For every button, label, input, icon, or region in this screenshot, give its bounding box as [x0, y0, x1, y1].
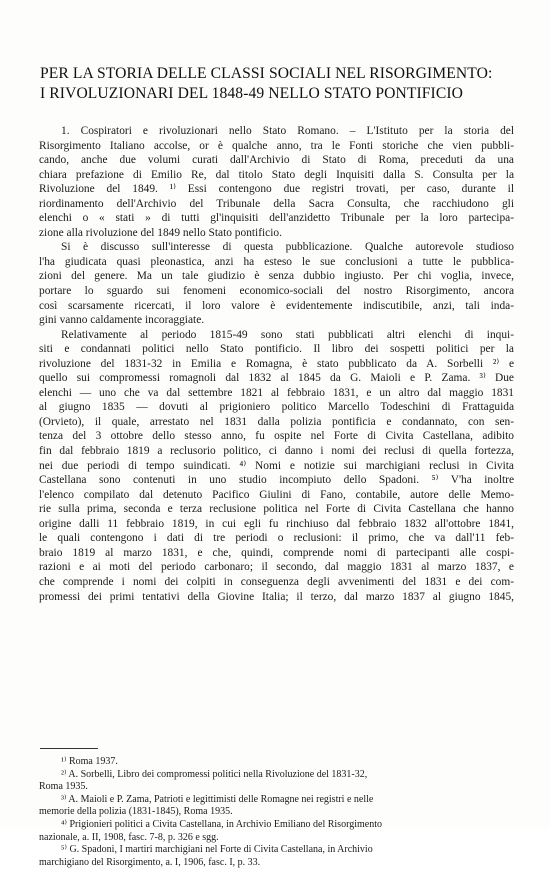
body-line: che comprende i nomi dei colpiti in conseguenza degli avvenimenti del 1831 e dei com- [39, 575, 514, 588]
footnote-divider [40, 748, 98, 749]
body-line: Si è discusso sull'interesse di questa pubblicazione. Qualche autorevole studioso [61, 241, 514, 254]
body-line: siti e condannati politici nello Stato pontificio. Il libro dei sospetti politici per la [39, 343, 514, 356]
body-line: Relativamente al periodo 1815-49 sono stati pubblicati altri elenchi di inqui- [61, 328, 514, 341]
body-line: origine dalli 11 febbraio 1819, in cui egli fu rinchiuso dal febbraio 1832 all'ottobre 1841, [39, 517, 514, 530]
footnote-line: ³⁾ A. Maioli e P. Zama, Patrioti e legittimisti delle Romagne nei registri e nelle [61, 793, 374, 805]
body-line: Risorgimento Italiano accolse, or è qualche anno, tra le Fonti storiche che vien pubbli- [39, 139, 514, 152]
body-line: zione alla rivoluzione del 1849 nello Stato pontificio. [39, 226, 282, 239]
title-line-2: I RIVOLUZIONARI DEL 1848-49 NELLO STATO PONTIFICIO [40, 85, 464, 102]
body-line: fin dal febbraio 1819 a reclusorio politico, ci danno i nomi dei reclusi di quella fortezza, [39, 445, 514, 458]
footnote-line: ⁵⁾ G. Spadoni, I martiri marchigiani nel Forte di Civita Castellana, in Archivio [61, 844, 373, 856]
body-line: tenza del 3 ottobre dello stesso anno, fu ospite nel Forte di Civita Castellana, adibito [39, 430, 514, 443]
body-line: nei due periodi di tempo suindicati. ⁴⁾ Nomi e notizie sui marchigiani reclusi in Civita [39, 459, 514, 472]
body-line: così scarsamente ricercati, il loro valore è evidentemente indiscutibile, anzi, tali inda- [39, 299, 514, 312]
footnote-line: ⁴⁾ Prigionieri politici a Civita Castellana, in Archivio Emiliano del Risorgimento [61, 818, 382, 830]
body-line: rie sulla prima, seconda e terza reclusione politica nel Forte di Civita Castellana che hanno [39, 503, 514, 516]
body-line: Castellana sono contenuti in uno studio incompiuto dello Spadoni. ⁵⁾ V'ha inoltre [39, 474, 514, 487]
body-line: chiara prefazione di Emilio Re, dal titolo Stato degli Inquisiti dalla S. Consulta per la [39, 168, 514, 181]
footnote-line: Roma 1935. [39, 781, 88, 793]
body-line: razioni e ai moti del periodo carbonaro; il secondo, dal maggio 1831 al marzo 1837, e [39, 561, 514, 574]
article-title [40, 64, 520, 104]
footnotes [39, 756, 514, 869]
body-line: l'ha giudicata quasi pleonastica, anzi ha esteso le sue conclusioni a tutte le pubblica- [39, 255, 514, 268]
body-line: rivoluzione del 1831-32 in Emilia e Romagna, è stato pubblicato da A. Sorbelli ²⁾ e [39, 357, 514, 370]
title-line-1: PER LA STORIA DELLE CLASSI SOCIALI NEL RISORGIMENTO: [40, 65, 493, 82]
body-line: 1. Cospiratori e rivoluzionari nello Stato Romano. – L'Istituto per la storia del [61, 125, 514, 137]
body-line: elenchi — uno che va dal settembre 1821 al febbraio 1831, e un altro dal maggio 1831 [39, 386, 514, 399]
body-line: elenchi o « stati » di tutti gl'inquisiti dell'anzidetto Tribunale per la loro partecipa- [39, 212, 514, 225]
body-line: (Orvieto), il quale, arrestato nel 1831 dalla polizia pontificia e condannato, con sen- [39, 415, 514, 428]
body-line: braio 1819 al marzo 1831, e che, quindi, comprende nomi di partecipanti alle cospi- [39, 546, 514, 559]
body-line: al giugno 1835 — dovuti al prigioniero politico Marcello Todeschini di Frattaguida [39, 401, 514, 414]
body-line: zioni del genere. Ma un tale giudizio è senza dubbio ingiusto. Per chi voglia, invece, [39, 270, 514, 283]
footnote-line: marchigiano del Risorgimento, a. I, 1906, fasc. I, p. 33. [39, 856, 261, 868]
body-text [39, 124, 514, 604]
body-line: riordinamento dell'Archivio del Tribunale della Sacra Consulta, che racchiudono gli [39, 197, 514, 210]
body-line: Rivoluzione del 1849. ¹⁾ Essi contengono due registri trovati, per caso, durante il [39, 183, 514, 196]
footnote-line: memorie della polizia (1831-1845), Roma 1935. [39, 806, 233, 818]
body-line: promessi dei primi tentativi della Giovine Italia; il terzo, dal marzo 1837 al giugno 1845, [39, 590, 514, 603]
body-line: l'elenco compilato dal detenuto Pacifico Giulini di Fano, contabile, autore delle Memo- [39, 488, 514, 501]
body-line: cando, anche due volumi curati dall'Archivio di Stato di Roma, preceduti da una [39, 154, 514, 167]
body-line: quello sui compromessi romagnoli dal 1832 al 1845 da G. Maioli e P. Zama. ³⁾ Due [39, 372, 514, 385]
body-line: gini vanno caldamente incoraggiate. [39, 314, 205, 327]
body-line: le quali contengono i dati di tre periodi o reclusioni: il primo, che va dall'11 feb- [39, 532, 514, 545]
body-line: portare lo sguardo sui fenomeni economico-sociali del nostro Risorgimento, ancora [39, 285, 514, 298]
footnote-line: nazionale, a. II, 1908, fasc. 7-8, p. 326 e sgg. [39, 831, 219, 843]
footnote-line: ²⁾ A. Sorbelli, Libro dei compromessi politici nella Rivoluzione del 1831-32, [61, 768, 368, 780]
footnote-line: ¹⁾ Roma 1937. [61, 756, 118, 767]
